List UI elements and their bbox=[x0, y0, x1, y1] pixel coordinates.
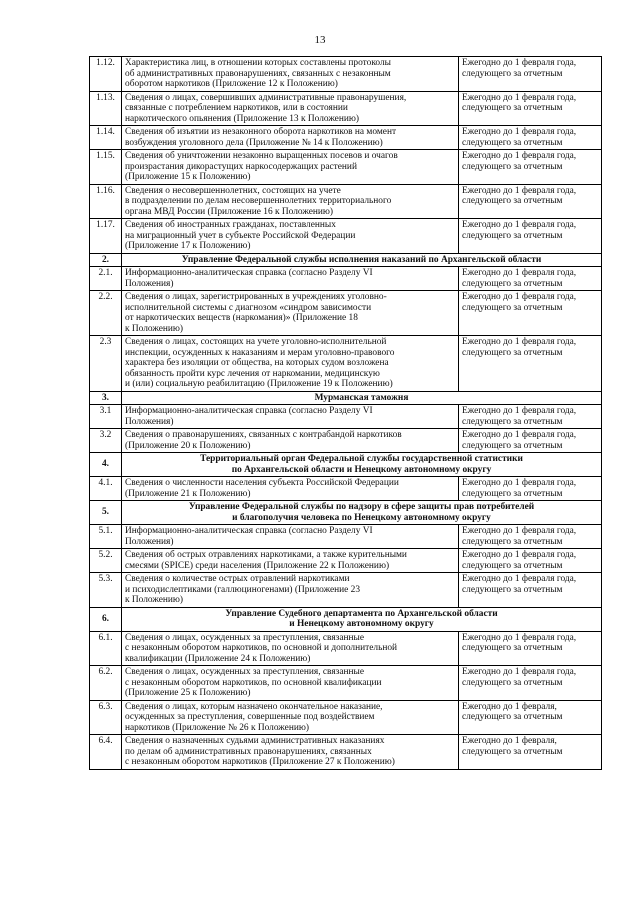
table-row bbox=[90, 126, 602, 150]
deadline-line: Ежегодно до 1 февраля года, bbox=[462, 550, 577, 560]
deadline-line: Ежегодно до 1 февраля года, bbox=[462, 478, 577, 488]
description-line: Сведения о количестве острых отравлений наркотиками bbox=[125, 574, 350, 584]
deadline-line: следующего за отчетным bbox=[462, 137, 563, 148]
description-line: Сведения об иностранных гражданах, поставленных bbox=[125, 220, 336, 230]
table-row bbox=[90, 267, 602, 291]
deadline-line: следующего за отчетным bbox=[462, 161, 563, 172]
deadline-line: следующего за отчетным bbox=[462, 560, 563, 571]
table-row bbox=[90, 291, 602, 336]
deadline-line: следующего за отчетным bbox=[462, 103, 563, 113]
row-number: 5.2. bbox=[90, 549, 122, 573]
description-line: Сведения о несовершеннолетних, состоящих на учете bbox=[125, 185, 341, 196]
deadline-line: следующего за отчетным bbox=[462, 302, 563, 313]
submission-deadline bbox=[459, 126, 602, 150]
section-header-row bbox=[90, 453, 602, 477]
description-line: квалификации (Приложение 24 к Положению) bbox=[125, 653, 311, 664]
deadline-line: Ежегодно до 1 февраля года, bbox=[462, 574, 577, 584]
deadline-line: следующего за отчетным bbox=[462, 746, 563, 757]
description-line: Сведения о лицах, осужденных за преступления, связанные bbox=[125, 667, 365, 677]
description-line: и психодислептиками (галлюциногенами) (Приложение 23 bbox=[125, 584, 361, 595]
row-number: 3. bbox=[90, 391, 122, 405]
submission-deadline bbox=[459, 150, 602, 185]
section-title-line: Управление Федеральной службы исполнения наказаний по Архангельской области bbox=[181, 254, 542, 265]
submission-deadline bbox=[459, 91, 602, 126]
submission-deadline bbox=[459, 573, 602, 608]
deadline-line: Ежегодно до 1 февраля года, bbox=[462, 268, 577, 278]
section-header-row bbox=[90, 607, 602, 631]
description-line: Сведения об изъятии из незаконного оборота наркотиков на момент bbox=[125, 127, 397, 137]
deadline-line: Ежегодно до 1 февраля года, bbox=[462, 632, 577, 643]
submission-deadline bbox=[459, 525, 602, 549]
description-line: (Приложение 25 к Положению) bbox=[125, 688, 251, 698]
description-line: осужденных за преступления, совершенные под воздействием bbox=[125, 712, 375, 722]
description-line: Сведения о численности населения субъекта Российской Федерации bbox=[125, 478, 399, 488]
report-description bbox=[122, 429, 459, 453]
deadline-line: Ежегодно до 1 февраля года, bbox=[462, 127, 577, 137]
row-number: 1.15. bbox=[90, 150, 122, 185]
description-line: (Приложение 15 к Положению) bbox=[125, 172, 251, 182]
report-description bbox=[122, 184, 459, 219]
table-row bbox=[90, 429, 602, 453]
deadline-line: Ежегодно до 1 февраля, bbox=[462, 736, 557, 746]
table-row bbox=[90, 150, 602, 185]
row-number: 6.4. bbox=[90, 735, 122, 770]
section-header-row bbox=[90, 391, 602, 405]
description-line: Информационно-аналитическая справка (согласно Разделу VI bbox=[125, 268, 373, 278]
section-title-line: Управление Федеральной службы по надзору в сфере защиты прав потребителей bbox=[188, 502, 535, 512]
section-title-line: Территориальный орган Федеральной службы государственной статистики bbox=[200, 454, 523, 464]
submission-deadline bbox=[459, 267, 602, 291]
description-line: на миграционный учет в субъекте Российской Федерации bbox=[125, 230, 356, 241]
description-line: от наркотических веществ (наркомания)» (Приложение 18 bbox=[125, 313, 358, 323]
report-description bbox=[122, 549, 459, 573]
description-line: Сведения об уничтожении незаконно выращенных посевов и очагов bbox=[125, 151, 398, 161]
description-line: с незаконным оборотом наркотиков, по основной и дополнительной bbox=[125, 643, 398, 653]
report-description bbox=[122, 405, 459, 429]
section-title-line: по Архангельской области и Ненецкому автономному округу bbox=[231, 464, 492, 475]
section-title bbox=[122, 453, 602, 477]
deadline-line: Ежегодно до 1 февраля года, bbox=[462, 185, 577, 196]
submission-deadline bbox=[459, 700, 602, 735]
report-description bbox=[122, 666, 459, 701]
row-number: 2.3 bbox=[90, 336, 122, 392]
description-line: инспекции, осужденных к наказаниям и мерам уголовно-правового bbox=[125, 347, 395, 358]
description-line: к Положению) bbox=[125, 323, 184, 334]
section-title-line: Управление Судебного департамента по Архангельской области bbox=[225, 608, 498, 619]
description-line: произрастания дикорастущих наркосодержащих растений bbox=[125, 161, 357, 172]
row-number: 1.17. bbox=[90, 219, 122, 254]
description-line: в подразделении по делам несовершеннолетних территориального bbox=[125, 196, 392, 206]
table-row bbox=[90, 573, 602, 608]
section-title bbox=[122, 253, 602, 267]
description-line: Сведения о правонарушениях, связанных с контрабандой наркотиков bbox=[125, 430, 402, 440]
table-row bbox=[90, 336, 602, 392]
row-number: 6.1. bbox=[90, 631, 122, 666]
submission-deadline bbox=[459, 336, 602, 392]
report-description bbox=[122, 91, 459, 126]
description-line: об административных правонарушениях, связанных с незаконным bbox=[125, 68, 391, 79]
submission-deadline bbox=[459, 666, 602, 701]
deadline-line: следующего за отчетным bbox=[462, 536, 563, 547]
description-line: с незаконным оборотом наркотиков, по основной квалификации bbox=[125, 677, 382, 688]
row-number: 1.13. bbox=[90, 91, 122, 126]
table-row bbox=[90, 219, 602, 254]
reporting-schedule-table bbox=[89, 56, 602, 770]
description-line: Сведения о лицах, осужденных за преступления, связанные bbox=[125, 632, 365, 643]
description-line: наркотического опьянения (Приложение 13 к Положению) bbox=[125, 113, 360, 124]
deadline-line: Ежегодно до 1 февраля года, bbox=[462, 92, 577, 103]
description-line: смесями (SPICE) среди населения (Приложение 22 к Положению) bbox=[125, 560, 390, 571]
row-number: 3.1 bbox=[90, 405, 122, 429]
row-number: 1.16. bbox=[90, 184, 122, 219]
description-line: Положения) bbox=[125, 536, 174, 547]
table-row bbox=[90, 735, 602, 770]
row-number: 6.3. bbox=[90, 700, 122, 735]
row-number: 2.2. bbox=[90, 291, 122, 336]
description-line: и (или) социальную реабилитацию (Приложение 19 к Положению) bbox=[125, 379, 393, 389]
section-title bbox=[122, 391, 602, 405]
section-title-line: и Ненецкому автономному округу bbox=[289, 619, 434, 629]
report-description bbox=[122, 150, 459, 185]
report-description bbox=[122, 700, 459, 735]
description-line: с незаконным оборотом наркотиков (Приложение 27 к Положению) bbox=[125, 757, 395, 767]
description-line: Сведения о лицах, зарегистрированных в учреждениях уголовно- bbox=[125, 292, 387, 302]
table-row bbox=[90, 631, 602, 666]
section-title bbox=[122, 501, 602, 525]
deadline-line: Ежегодно до 1 февраля года, bbox=[462, 151, 577, 161]
description-line: обязанность пройти курс лечения от наркомании, медицинскую bbox=[125, 368, 380, 379]
deadline-line: Ежегодно до 1 февраля года, bbox=[462, 292, 577, 302]
table-row bbox=[90, 525, 602, 549]
description-line: Сведения о лицах, совершивших административные правонарушения, bbox=[125, 92, 407, 103]
description-line: (Приложение 21 к Положению) bbox=[125, 488, 251, 499]
description-line: Положения) bbox=[125, 416, 174, 427]
table-row bbox=[90, 700, 602, 735]
deadline-line: следующего за отчетным bbox=[462, 677, 563, 688]
submission-deadline bbox=[459, 549, 602, 573]
report-description bbox=[122, 525, 459, 549]
table-row bbox=[90, 91, 602, 126]
description-line: исполнительной системы с диагнозом «синдром зависимости bbox=[125, 302, 372, 313]
description-line: Сведения об острых отравлениях наркотиками, а также курительными bbox=[125, 550, 407, 560]
row-number: 5.1. bbox=[90, 525, 122, 549]
description-line: характера без изоляции от общества, на которых судом возложена bbox=[125, 358, 389, 368]
submission-deadline bbox=[459, 477, 602, 501]
report-description bbox=[122, 267, 459, 291]
report-description bbox=[122, 631, 459, 666]
row-number: 5. bbox=[90, 501, 122, 525]
section-title-line: и благополучия человека по Ненецкому автономному округу bbox=[232, 512, 491, 523]
table-row bbox=[90, 184, 602, 219]
row-number: 4. bbox=[90, 453, 122, 477]
section-header-row bbox=[90, 501, 602, 525]
description-line: Информационно-аналитическая справка (согласно Разделу VI bbox=[125, 406, 373, 416]
deadline-line: следующего за отчетным bbox=[462, 643, 563, 653]
table-body bbox=[90, 57, 602, 770]
report-description bbox=[122, 336, 459, 392]
deadline-line: Ежегодно до 1 февраля года, bbox=[462, 526, 577, 536]
submission-deadline bbox=[459, 405, 602, 429]
submission-deadline bbox=[459, 429, 602, 453]
description-line: (Приложение 20 к Положению) bbox=[125, 440, 251, 451]
description-line: Сведения о лицах, состоящих на учете уголовно-исполнительной bbox=[125, 337, 387, 347]
deadline-line: следующего за отчетным bbox=[462, 68, 563, 79]
submission-deadline bbox=[459, 219, 602, 254]
row-number: 4.1. bbox=[90, 477, 122, 501]
deadline-line: следующего за отчетным bbox=[462, 196, 563, 206]
table-row bbox=[90, 549, 602, 573]
deadline-line: следующего за отчетным bbox=[462, 230, 563, 241]
description-line: связанные с потреблением наркотиков, или в состоянии bbox=[125, 103, 348, 113]
section-header-row bbox=[90, 253, 602, 267]
report-description bbox=[122, 735, 459, 770]
report-description bbox=[122, 126, 459, 150]
table-row bbox=[90, 57, 602, 92]
deadline-line: Ежегодно до 1 февраля года, bbox=[462, 406, 577, 416]
submission-deadline bbox=[459, 184, 602, 219]
description-line: Сведения о назначенных судьями административных наказаниях bbox=[125, 736, 385, 746]
section-title bbox=[122, 607, 602, 631]
deadline-line: следующего за отчетным bbox=[462, 347, 563, 358]
description-line: Характеристика лиц, в отношении которых составлены протоколы bbox=[125, 58, 391, 68]
deadline-line: следующего за отчетным bbox=[462, 440, 563, 451]
submission-deadline bbox=[459, 291, 602, 336]
submission-deadline bbox=[459, 631, 602, 666]
deadline-line: Ежегодно до 1 февраля года, bbox=[462, 337, 577, 347]
deadline-line: Ежегодно до 1 февраля года, bbox=[462, 58, 577, 68]
row-number: 5.3. bbox=[90, 573, 122, 608]
description-line: возбуждения уголовного дела (Приложение № 14 к Положению) bbox=[125, 137, 383, 148]
deadline-line: Ежегодно до 1 февраля года, bbox=[462, 667, 577, 677]
row-number: 6.2. bbox=[90, 666, 122, 701]
page-number: 13 bbox=[314, 34, 326, 46]
description-line: Положения) bbox=[125, 278, 174, 289]
deadline-line: Ежегодно до 1 февраля, bbox=[462, 701, 557, 712]
table-row bbox=[90, 405, 602, 429]
row-number: 6. bbox=[90, 607, 122, 631]
submission-deadline bbox=[459, 735, 602, 770]
deadline-line: Ежегодно до 1 февраля года, bbox=[462, 430, 577, 440]
description-line: Сведения о лицах, которым назначено окончательное наказание, bbox=[125, 701, 383, 712]
table-row bbox=[90, 477, 602, 501]
row-number: 2. bbox=[90, 253, 122, 267]
row-number: 1.12. bbox=[90, 57, 122, 92]
report-description bbox=[122, 291, 459, 336]
description-line: к Положению) bbox=[125, 595, 184, 605]
report-description bbox=[122, 573, 459, 608]
report-description bbox=[122, 57, 459, 92]
deadline-line: Ежегодно до 1 февраля года, bbox=[462, 220, 577, 230]
row-number: 3.2 bbox=[90, 429, 122, 453]
deadline-line: следующего за отчетным bbox=[462, 278, 563, 289]
description-line: органа МВД России (Приложение 16 к Положению) bbox=[125, 206, 334, 217]
deadline-line: следующего за отчетным bbox=[462, 416, 563, 427]
row-number: 1.14. bbox=[90, 126, 122, 150]
submission-deadline bbox=[459, 57, 602, 92]
row-number: 2.1. bbox=[90, 267, 122, 291]
deadline-line: следующего за отчетным bbox=[462, 488, 563, 499]
description-line: Информационно-аналитическая справка (согласно Разделу VI bbox=[125, 526, 373, 536]
description-line: наркотиков (Приложение № 26 к Положению) bbox=[125, 722, 309, 733]
description-line: по делам об административных правонарушениях, связанных bbox=[125, 746, 372, 757]
table-row bbox=[90, 666, 602, 701]
description-line: оборотом наркотиков (Приложение 12 к Положению) bbox=[125, 79, 338, 89]
deadline-line: следующего за отчетным bbox=[462, 584, 563, 595]
report-description bbox=[122, 477, 459, 501]
report-description bbox=[122, 219, 459, 254]
description-line: (Приложение 17 к Положению) bbox=[125, 241, 251, 251]
deadline-line: следующего за отчетным bbox=[462, 712, 563, 722]
section-title-line: Мурманская таможня bbox=[314, 392, 409, 403]
